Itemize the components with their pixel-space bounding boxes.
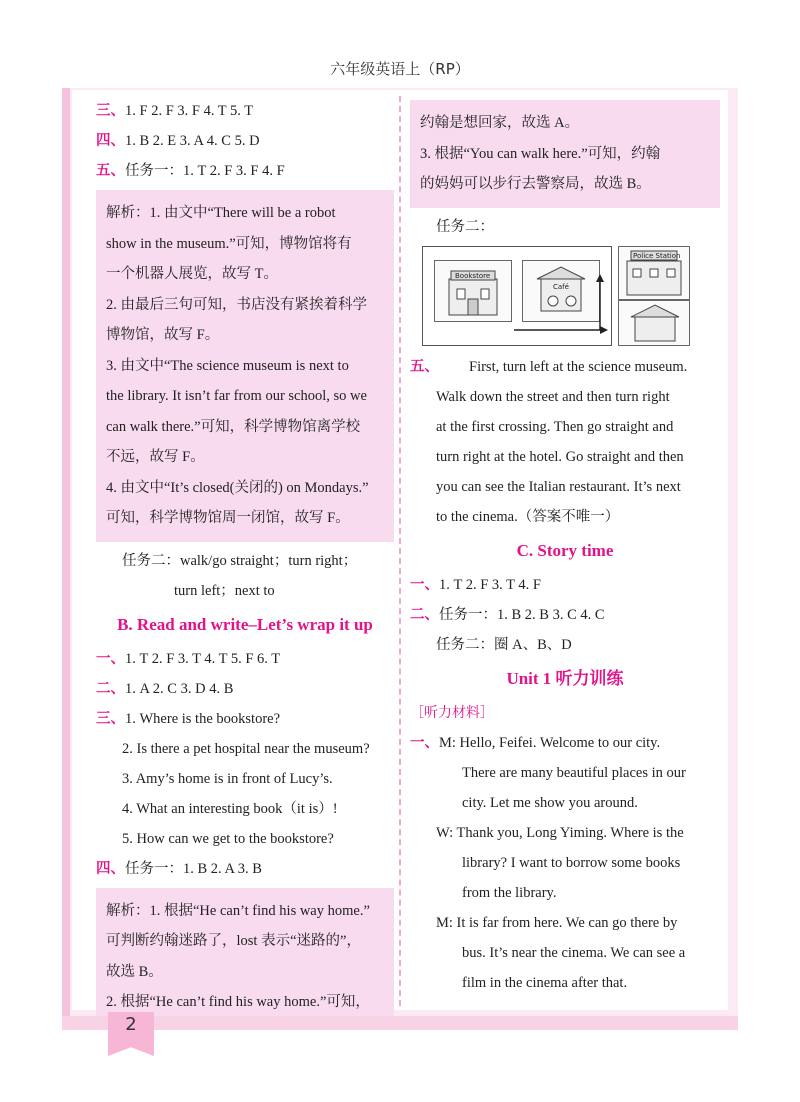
section-label: 二、 (96, 680, 125, 697)
material-label: ［听力材料］ (410, 704, 494, 721)
answer-text: 1. F 2. F 3. F 4. T 5. T (125, 103, 254, 119)
dialog-line: city. Let me show you around. (462, 794, 638, 811)
answer-line: turn right at the hotel. Go straight and then (436, 448, 684, 465)
dialog-line: film in the cinema after that. (462, 974, 628, 991)
analysis-line: 2. 由最后三句可知，书店没有紧挨着科学 (106, 296, 367, 313)
analysis-line: show in the museum.”可知，博物馆将有 (106, 235, 352, 252)
unit-heading: Unit 1 听力训练 (506, 668, 624, 688)
analysis-line: 博物馆，故写 F。 (106, 327, 220, 343)
analysis-line: 3. 由文中“The science museum is next to (106, 357, 349, 374)
task-line: 任务二： (436, 218, 494, 235)
answer-text: First, turn left at the science museum. (469, 358, 688, 375)
analysis-line: can walk there.”可知，科学博物馆离学校 (106, 418, 361, 435)
answer-text: 1. B 2. E 3. A 4. C 5. D (125, 133, 260, 149)
answer-text: 1. A 2. C 3. D 4. B (125, 680, 234, 697)
right-column (410, 96, 720, 998)
answer-line: you can see the Italian restaurant. It’s next (436, 478, 681, 495)
left-column (96, 96, 394, 1030)
answer-line: 2. Is there a pet hospital near the museum? (122, 740, 370, 757)
answer-line (410, 600, 720, 630)
analysis-line: 一个机器人展览，故写 T。 (106, 266, 278, 282)
dialog-line: W: Thank you, Long Yiming. Where is the (436, 824, 684, 841)
section-label: 四、 (96, 860, 125, 877)
page-header: 六年级英语上（RP） (330, 60, 470, 78)
answer-line (96, 704, 394, 734)
analysis-line: 3. 根据“You can walk here.”可知，约翰 (420, 145, 661, 162)
dialog-line: from the library. (462, 884, 557, 901)
answer-line: 任务二：圈 A、B、D (436, 636, 572, 653)
answer-line (96, 644, 394, 674)
analysis-box (96, 190, 394, 542)
answer-line (96, 126, 394, 156)
police-station-cell (618, 246, 690, 300)
answer-text: 任务一：1. B 2. A 3. B (125, 860, 262, 877)
analysis-line: 不远，故写 F。 (106, 449, 205, 465)
building-cell (618, 300, 690, 346)
analysis-line: 4. 由文中“It’s closed(关闭的) on Mondays.” (106, 479, 369, 496)
dialog-line: library? I want to borrow some books (462, 854, 681, 871)
dialog-line: M: It is far from here. We can go there by (436, 914, 678, 931)
task-line: 任务二：walk/go straight；turn right； (122, 552, 358, 569)
dialog-line (410, 728, 720, 758)
section-label: 一、 (410, 734, 439, 751)
bookstore-label: Bookstore (455, 271, 491, 280)
answer-line: to the cinema.（答案不唯一） (436, 508, 620, 525)
analysis-line: 可知，科学博物馆周一闭馆，故写 F。 (106, 510, 350, 526)
answer-line: 5. How can we get to the bookstore? (122, 830, 334, 847)
task-line: turn left；next to (174, 582, 275, 599)
answer-line: 3. Amy’s home is in front of Lucy’s. (122, 770, 333, 787)
answer-text: 1. T 2. F 3. T 4. T 5. F 6. T (125, 650, 281, 667)
analysis-line: 解析：1. 根据“He can’t find his way home.” (106, 902, 370, 919)
dialog-line: bus. It’s near the cinema. We can see a (462, 944, 686, 961)
analysis-line: 故选 B。 (106, 963, 163, 980)
answer-text: 任务一：1. T 2. F 3. F 4. F (125, 163, 285, 179)
page-number: 2 (125, 1014, 137, 1035)
answer-line (96, 854, 394, 884)
section-heading: C. Story time (516, 540, 614, 560)
answer-line (96, 156, 394, 186)
analysis-box (410, 100, 720, 208)
dialog-text: M: Hello, Feifei. Welcome to our city. (439, 734, 661, 751)
answer-line: at the first crossing. Then go straight and (436, 418, 674, 435)
answer-line: Walk down the street and then turn right (436, 388, 670, 405)
column-divider (399, 96, 401, 1006)
answer-text: 任务一：1. B 2. B 3. C 4. C (439, 606, 605, 623)
section-label: 一、 (410, 576, 439, 593)
analysis-line: 2. 根据“He can’t find his way home.”可知， (106, 994, 370, 1010)
analysis-line: 约翰是想回家，故选 A。 (420, 115, 580, 131)
section-label: 五、 (410, 358, 439, 375)
police-station-label: Police Station (633, 251, 681, 260)
cafe-label: Café (553, 282, 569, 291)
analysis-box (96, 888, 394, 1026)
answer-line: 4. What an interesting book（it is）! (122, 800, 338, 817)
footer-band (62, 1016, 738, 1030)
answer-line (96, 96, 394, 126)
section-label: 一、 (96, 650, 125, 667)
answer-line (410, 352, 720, 382)
dialog-line: There are many beautiful places in our (462, 764, 686, 781)
answer-line (410, 570, 720, 600)
analysis-line: 可判断约翰迷路了，lost 表示“迷路的”， (106, 933, 361, 949)
analysis-line: 的妈妈可以步行去警察局，故选 B。 (420, 176, 651, 192)
section-label: 三、 (96, 710, 125, 727)
section-heading: B. Read and write–Let’s wrap it up (117, 614, 373, 634)
analysis-line: the library. It isn’t far from our school, so we (106, 388, 367, 404)
answer-text: 1. Where is the bookstore? (125, 710, 281, 727)
section-label: 四、 (96, 133, 125, 149)
route-map (422, 246, 712, 346)
answer-text: 1. T 2. F 3. T 4. F (439, 576, 541, 593)
answer-line (96, 674, 394, 704)
section-label: 二、 (410, 606, 439, 623)
section-label: 三、 (96, 103, 125, 119)
building-icon (619, 301, 689, 345)
section-label: 五、 (96, 163, 125, 179)
analysis-line: 解析：1. 由文中“There will be a robot (106, 205, 336, 221)
